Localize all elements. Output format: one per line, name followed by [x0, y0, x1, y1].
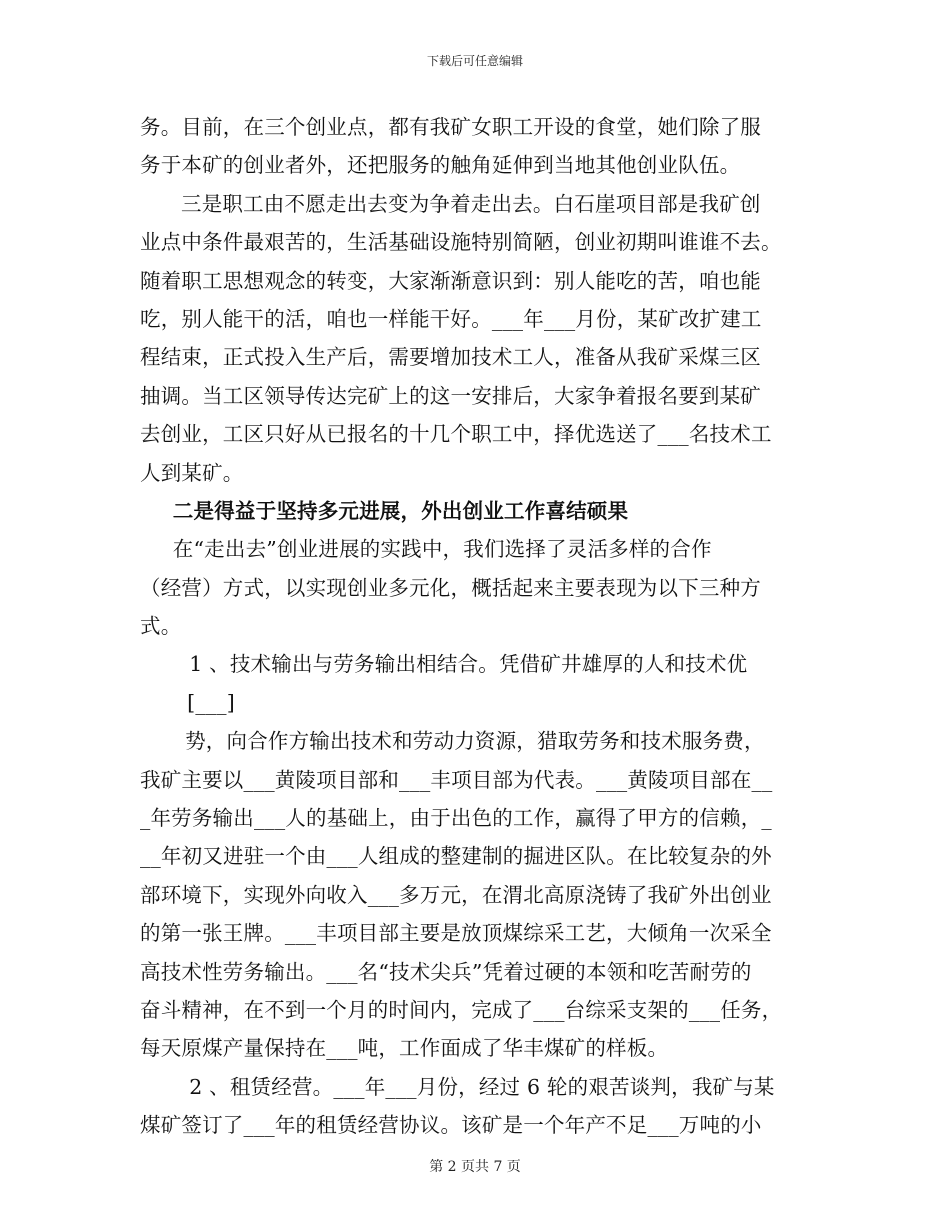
page-header: 下载后可任意编辑	[426, 54, 523, 68]
text-line: 1 、技术输出与劳务输出相结合。凭借矿井雄厚的人和技术优	[189, 652, 748, 677]
text-line: 务。目前，在三个创业点，都有我矿女职工开设的食堂，她们除了服	[140, 115, 761, 139]
text-line: 每天原煤产量保持在___吨，工作面成了华丰煤矿的样板。	[140, 1036, 669, 1061]
text-line: 2 、租赁经营。___年___月份，经过 6 轮的艰苦谈判，我矿与某	[189, 1074, 775, 1099]
text-line: 三是职工由不愿走出去变为争着走出去。白石崖项目部是我矿创	[181, 191, 761, 216]
text-line: [___]	[187, 690, 235, 715]
text-line: 抽调。当工区领导传达完矿上的这一安排后，大家争着报名要到某矿	[140, 383, 761, 408]
section-heading: 二是得益于坚持多元进展，外出创业工作喜结硕果	[172, 498, 629, 523]
text-line: 程结束，正式投入生产后，需要增加技术工人，准备从我矿采煤三区	[140, 345, 761, 370]
page-footer: 第 2 页共 7 页	[429, 1159, 521, 1175]
document-body	[140, 108, 810, 1145]
text-line: 务于本矿的创业者外，还把服务的触角延伸到当地其他创业队伍。	[140, 153, 741, 178]
text-line: 业点中条件最艰苦的，生活基础设施特别简陋，创业初期叫谁谁不去。	[140, 230, 782, 255]
text-line: 式。	[140, 614, 182, 639]
text-line: 奋斗精神，在不到一个月的时间内，完成了___台综采支架的___任务，	[140, 997, 783, 1022]
text-line: 部环境下，实现外向收入___多万元，在渭北高原浇铸了我矿外出创业	[140, 882, 772, 907]
text-line: 高技术性劳务输出。___名“技术尖兵”凭着过硬的本领和吃苦耐劳的	[140, 959, 752, 984]
text-line: 吃，别人能干的活，咱也一样能干好。___年___月份，某矿改扩建工	[140, 306, 762, 331]
text-line: __年初又进驻一个由___人组成的整建制的掘进区队。在比较复杂的外	[140, 844, 772, 869]
text-line: _年劳务输出___人的基础上，由于出色的工作，赢得了甲方的信赖，_	[140, 806, 772, 831]
text-line: 煤矿签订了___年的租赁经营协议。该矿是一个年产不足___万吨的小	[140, 1113, 762, 1138]
text-line: 去创业，工区只好从已报名的十几个职工中，择优选送了___名技术工	[140, 422, 772, 447]
text-line: 我矿主要以___黄陵项目部和___丰项目部为代表。___黄陵项目部在__	[140, 767, 773, 792]
text-line: 势，向合作方输出技术和劳动力资源，猎取劳务和技术服务费，	[185, 729, 765, 754]
text-line: 的第一张王牌。___丰项目部主要是放顶煤综采工艺，大倾角一次采全	[140, 921, 772, 946]
text-line: （经营）方式，以实现创业多元化，概括起来主要表现为以下三种方	[140, 575, 761, 600]
text-line: 在“走出去”创业进展的实践中，我们选择了灵活多样的合作	[172, 537, 712, 562]
text-line: 人到某矿。	[140, 460, 244, 485]
text-line: 随着职工思想观念的转变，大家渐渐意识到：别人能吃的苦，咱也能	[140, 268, 761, 293]
